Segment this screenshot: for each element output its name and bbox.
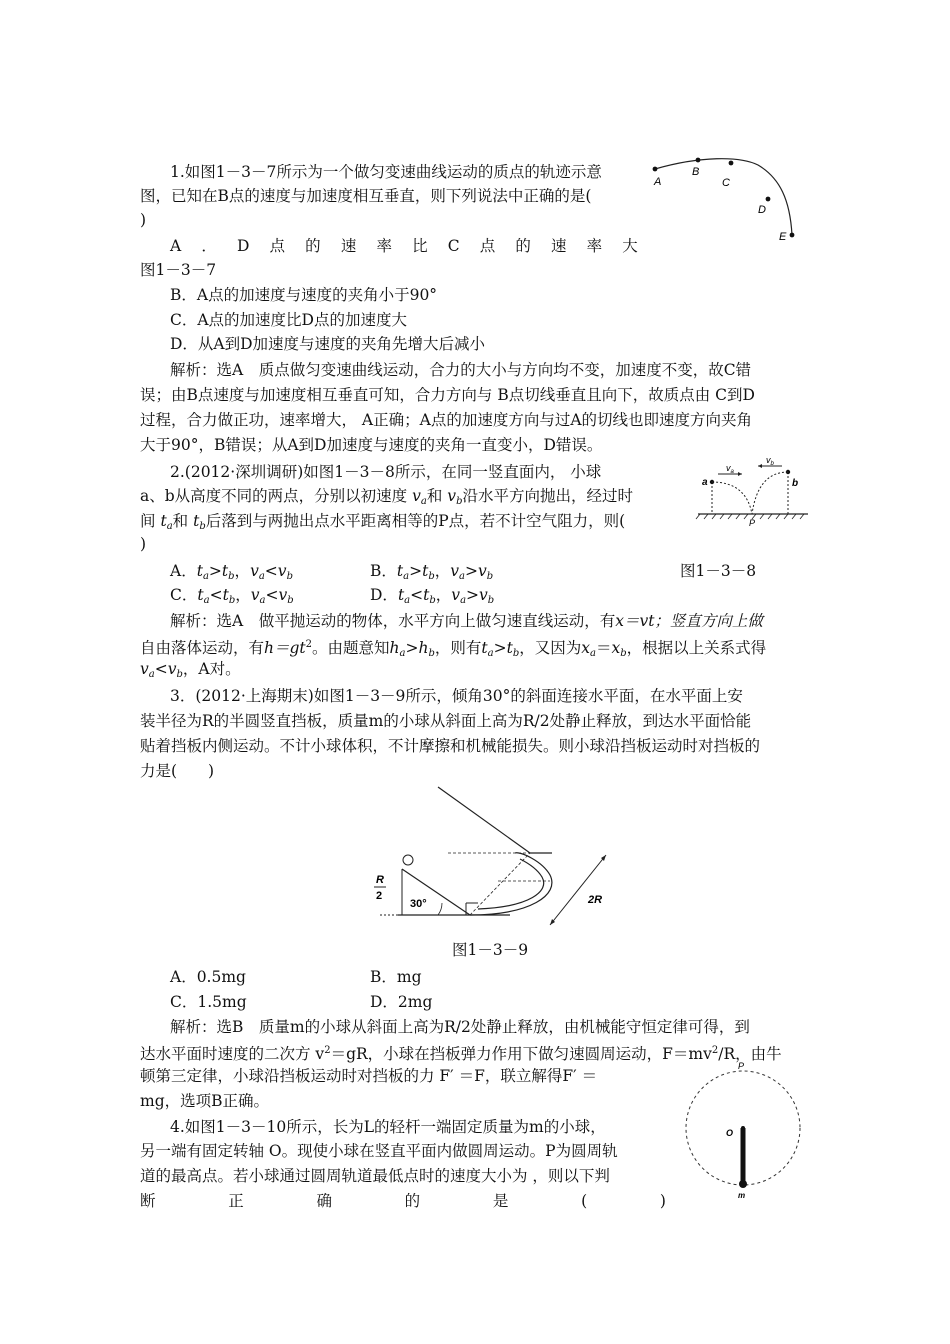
square: 2 <box>711 1045 719 1056</box>
var-v: v <box>250 586 260 604</box>
sub-a: a <box>258 571 265 582</box>
var-v: v <box>167 660 177 678</box>
var-v: v <box>479 586 488 604</box>
sub-a: a <box>590 648 596 659</box>
point-d <box>766 197 771 202</box>
q4-line4-word: ) <box>659 1192 666 1210</box>
q1-option-a-word: C <box>447 237 460 255</box>
arrowhead <box>738 472 742 476</box>
q3-solution-line4: mg，选项B正确。 <box>140 1092 270 1110</box>
q4-line1: 4.如图1－3－10所示，长为L的轻杆一端固定质量为m的小球， <box>170 1118 606 1136</box>
q4-line4-word: 是 <box>492 1192 509 1210</box>
square: 2 <box>324 1045 331 1056</box>
equals: ＝ <box>595 639 612 657</box>
q2-solution-line1 <box>170 611 763 631</box>
point-b <box>696 158 701 163</box>
q3-line2: 装半径为R的半圆竖直挡板，质量m的小球从斜面上高为R/2处静止释放，到达水平面恰能 <box>140 712 752 730</box>
square: 2 <box>305 639 313 650</box>
label-p: P <box>738 1061 745 1071</box>
q3-solution-line1: 解析：选B 质量m的小球从斜面上高为R/2处静止释放，由机械能守恒定律可得，到 <box>170 1018 750 1036</box>
q3-figure-caption: 图1－3－9 <box>452 941 529 959</box>
comma: ， <box>235 586 251 604</box>
label-vb <box>766 455 775 467</box>
var-v: v <box>412 487 421 505</box>
q3-option-b: B．mg <box>370 968 422 986</box>
sub-b: b <box>429 595 436 606</box>
var-v: v <box>477 562 487 580</box>
label-p: P <box>749 518 756 528</box>
lt: < <box>410 586 424 604</box>
label-b: b <box>792 478 799 489</box>
var-h: h <box>389 639 400 657</box>
sub-b: b <box>428 648 435 659</box>
ball-m <box>739 1180 747 1188</box>
q3-line3: 贴着挡板内侧运动。不计小球体积，不计摩擦和机械能损失。则小球沿挡板运动时对挡板的 <box>140 737 761 755</box>
label-e: E <box>779 231 787 243</box>
and: 和 <box>426 487 443 505</box>
q1-option-a-word: 点 <box>479 237 496 255</box>
q1-option-a <box>170 236 638 256</box>
comma: ， <box>234 562 251 580</box>
angle-arc <box>438 903 442 915</box>
sub-a: a <box>399 648 406 659</box>
extension-line <box>438 787 530 853</box>
q2-solution-line3 <box>140 659 241 685</box>
sub-b: b <box>620 648 627 659</box>
q4-line4-word: 确 <box>316 1192 332 1210</box>
q1-option-a-word: D <box>236 237 250 255</box>
gt: > <box>405 639 419 657</box>
var-x: x <box>581 639 591 657</box>
q2-sol2-d: ，又因为 <box>519 639 582 657</box>
label-r: R <box>376 874 384 886</box>
comma: ， <box>434 562 451 580</box>
q4-line4 <box>140 1191 666 1211</box>
q1-option-a-word: 速 <box>340 237 357 255</box>
q3-sol2-d: /R，由牛 <box>718 1045 782 1063</box>
slope-figure <box>370 785 630 935</box>
var-v: v <box>447 487 457 505</box>
q1-solution-line4: 大于90°，B错误；从A到D加速度与速度的夹角一直变小，D错误。 <box>140 436 603 454</box>
sub-b: b <box>228 595 236 606</box>
q2-line3 <box>140 511 625 537</box>
q1-solution-line2: 误；由B点速度与加速度相互垂直可知，合力方向与 B点切线垂直且向下，故质点由 C到D <box>140 386 755 404</box>
sub: b <box>770 461 774 467</box>
q3-option-c: C．1.5mg <box>170 993 247 1011</box>
projectile-figure <box>696 455 816 530</box>
q3-sol2-text: 达水平面时速度的二次方 v <box>140 1045 325 1063</box>
q1-option-a-word: 点 <box>269 237 286 255</box>
label-a: a <box>702 477 708 488</box>
q3-line4: 力是( ) <box>140 762 215 780</box>
point-a <box>653 167 658 172</box>
q1-line2: 图，已知在B点的速度与加速度相互垂直，则下列说法中正确的是( <box>140 187 592 205</box>
opt-label: A． <box>170 562 197 580</box>
gt: > <box>208 562 222 580</box>
q2-sol2-c: ，则有 <box>434 639 482 657</box>
sub-b: b <box>486 571 494 582</box>
arrowhead <box>758 464 762 468</box>
lt: < <box>154 660 168 678</box>
q1-option-b: B．A点的加速度与速度的夹角小于90° <box>170 286 438 304</box>
sub-b: b <box>228 571 235 582</box>
sub-b: b <box>512 648 520 659</box>
q4-line3: 道的最高点。若小球通过圆周轨道最低点时的速度大小为 ，则以下判 <box>140 1167 610 1185</box>
q3-sol2-b: ＝gR，小球在挡板弹力作用下做匀速圆周运动， <box>330 1045 663 1063</box>
q1-option-a-word: 率 <box>586 237 603 255</box>
q2-sol3-b: ，A对。 <box>182 660 241 678</box>
q1-option-c: C．A点的加速度比D点的加速度大 <box>170 311 407 329</box>
label-b: B <box>692 166 700 178</box>
and: 和 <box>172 512 189 530</box>
q2-option-a <box>170 561 293 587</box>
point-e <box>790 233 795 238</box>
sub-b: b <box>456 496 463 507</box>
opt-label: D． <box>370 586 398 604</box>
lt: < <box>264 562 278 580</box>
sub-b: b <box>287 595 294 606</box>
var-x: x <box>611 639 621 657</box>
q2-sol2-b: 。由题意知 <box>312 639 390 657</box>
label-c: C <box>722 177 730 189</box>
lt: < <box>209 586 223 604</box>
trajectory-curve <box>655 159 792 235</box>
q1-option-a-word: 比 <box>412 237 428 255</box>
var-v: v <box>450 562 460 580</box>
opt-label: B． <box>370 562 397 580</box>
q1-option-a-word: ． <box>201 237 217 255</box>
q3-sol2-c: F＝mv <box>662 1045 712 1063</box>
var-t: t <box>160 512 167 530</box>
var-t: t <box>222 586 229 604</box>
label-2r: 2R <box>588 894 603 906</box>
q2-line4: ) <box>140 535 147 553</box>
q2-line1: 2.(2012·深圳调研)如图1－3－8所示，在同一竖直面内， 小球 <box>170 463 602 481</box>
q1-option-a-word: 的 <box>515 237 531 255</box>
lt: < <box>265 586 279 604</box>
q4-line4-word: ( <box>581 1192 588 1210</box>
q2-line2 <box>140 486 633 512</box>
dimension-2r <box>550 855 606 925</box>
q1-line3: ) <box>140 211 147 229</box>
axis-o <box>741 1126 745 1130</box>
sub-a: a <box>202 571 209 582</box>
q4-line4-word: 正 <box>228 1192 244 1210</box>
sub-a: a <box>148 669 155 680</box>
comma: ， <box>435 586 452 604</box>
q3-solution-line3: 顿第三定律，小球沿挡板运动时对挡板的力 F′ ＝F，联立解得F′ ＝ <box>140 1067 598 1085</box>
q2-option-b <box>370 561 493 587</box>
sub-a: a <box>403 571 410 582</box>
label-angle: 30° <box>410 898 427 910</box>
q3-line1: 3．(2012·上海期末)如图1－3－9所示，倾角30°的斜面连接水平面，在水平面上安 <box>170 687 743 705</box>
v: v <box>726 463 731 473</box>
sub-a: a <box>166 521 173 532</box>
var-t: t <box>481 639 488 657</box>
q1-option-d: D．从A到D加速度与速度的夹角先增大后减小 <box>170 335 486 353</box>
q2-sol2-text: 自由落体运动，有 <box>140 639 265 657</box>
q1-option-a-word: 大 <box>622 237 638 255</box>
opt-label: C． <box>170 586 198 604</box>
q1-option-a-word: A <box>170 237 182 255</box>
trajectory-b <box>752 472 788 514</box>
sub-a: a <box>404 595 411 606</box>
dashed-diag <box>470 853 530 915</box>
q2-option-c <box>170 585 294 611</box>
var-v: v <box>250 562 259 580</box>
q4-line4-word: 断 <box>140 1192 156 1210</box>
gt: > <box>464 562 478 580</box>
var-v: v <box>140 660 149 678</box>
q2-sol2-e: ，根据以上关系式得 <box>626 639 767 657</box>
var-v: v <box>278 586 288 604</box>
gt: > <box>466 586 480 604</box>
point-c <box>729 161 734 166</box>
q3-option-a: A．0.5mg <box>170 968 246 986</box>
sub-b: b <box>176 669 183 680</box>
var-h: h <box>418 639 429 657</box>
label-a: A <box>654 176 662 188</box>
var-t: t <box>506 639 513 657</box>
sub-b: b <box>428 571 435 582</box>
ball <box>403 855 413 865</box>
q2-figure-caption: 图1－3－8 <box>680 562 757 580</box>
sub-a: a <box>420 496 427 507</box>
var-v: v <box>451 586 461 604</box>
q4-line2: 另一端有固定转轴 O。现使小球在竖直平面内做圆周运动。P为圆周轨 <box>140 1142 618 1160</box>
q1-option-a-word: 率 <box>376 237 392 255</box>
v: v <box>766 455 771 465</box>
sub-b: b <box>199 521 206 532</box>
sub-a: a <box>460 595 467 606</box>
q1-line1: 1.如图1－3－7所示为一个做匀变速曲线运动的质点的轨迹示意 <box>170 163 602 181</box>
trajectory-figure <box>640 150 810 250</box>
q2-line2-text: a、b从高度不同的两点，分别以初速度 <box>140 487 408 505</box>
var-t: t <box>193 512 200 530</box>
label-o: O <box>726 1128 734 1138</box>
label-2: 2 <box>376 890 383 902</box>
var-v: v <box>277 562 287 580</box>
h-eq: h＝gt <box>264 639 306 657</box>
q1-solution-line3: 过程，合力做正功，速率增大， A正确；A点的加速度方向与过A的切线也即速度方向夹角 <box>140 411 753 429</box>
q2-line3-text: 间 <box>140 512 156 530</box>
q1-option-a-word: 速 <box>551 237 567 255</box>
var-t: t <box>422 562 429 580</box>
sub-a: a <box>459 571 465 582</box>
q2-line3-tail: 后落到与两抛出点水平距离相等的P点，若不计空气阻力，则( <box>205 512 626 530</box>
sub: a <box>730 469 734 475</box>
gt: > <box>409 562 423 580</box>
q1-solution-line1: 解析：选A 质点做匀变速曲线运动，合力的大小与方向均不变，加速度不变，故C错 <box>170 361 752 379</box>
sub-a: a <box>203 595 210 606</box>
q2-sol1-text: 解析：选A 做平抛运动的物体，水平方向上做匀速直线运动，有 <box>170 612 616 630</box>
var-t: t <box>423 586 430 604</box>
var-t: t <box>396 562 404 580</box>
circular-motion-figure <box>680 1060 810 1200</box>
sub-a: a <box>259 595 266 606</box>
q1-figure-caption: 图1－3－7 <box>140 261 217 279</box>
trajectory-a <box>712 482 752 514</box>
var-t: t <box>197 586 204 604</box>
gt: > <box>493 639 507 657</box>
q1-option-a-word: 的 <box>305 237 321 255</box>
q2-line2-tail: 沿水平方向抛出，经过时 <box>462 487 633 505</box>
var-t: t <box>397 586 405 604</box>
sub-b: b <box>487 595 495 606</box>
var-t: t <box>221 562 229 580</box>
label-m: m <box>738 1191 746 1200</box>
sub-a: a <box>487 648 494 659</box>
q4-line4-word: 的 <box>404 1192 421 1210</box>
label-d: D <box>758 204 766 216</box>
board-inner <box>478 859 544 909</box>
label-va <box>726 463 735 475</box>
q2-option-d <box>370 585 494 611</box>
q2-sol1-eq: x＝vt；竖直方向上做 <box>615 612 763 630</box>
var-t: t <box>196 562 203 580</box>
q3-option-d: D．2mg <box>370 993 433 1011</box>
sub-b: b <box>286 571 293 582</box>
